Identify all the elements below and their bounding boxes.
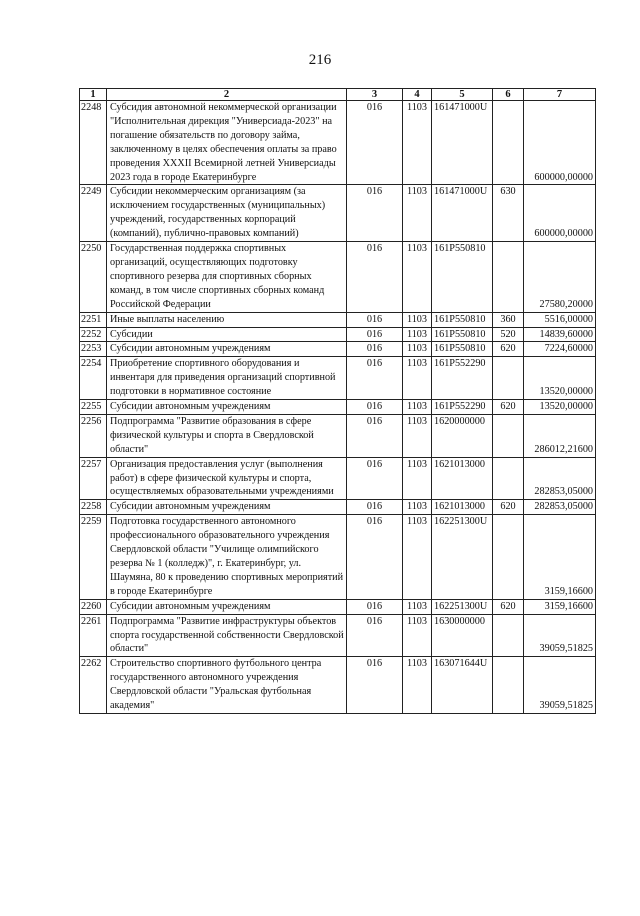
table-body [80,101,596,714]
table-row [80,185,596,242]
page-number: 216 [308,52,332,68]
header-row [80,89,596,101]
expense-type-code [493,357,524,400]
row-number: 2255 [80,400,107,415]
expense-name: Приобретение спортивного оборудования и инвентаря для приведения организаций спортивной подготовки в нормативное состояние [107,357,347,400]
section-code: 1103 [403,327,432,342]
expense-name: Субсидии автономным учреждениям [107,500,347,515]
amount-value: 14839,60000 [524,327,596,342]
target-article-code: 161P550810 [432,342,493,357]
section-code: 1103 [403,414,432,457]
budget-table [79,88,596,714]
section-code: 1103 [403,242,432,313]
expense-name: Субсидии некоммерческим организациям (за исключением государственных (муниципальных) учреждений, государственных корпораций (компаний), публично-правовых компаний) [107,185,347,242]
col-header-2: 2 [107,89,347,101]
expense-type-code [493,457,524,500]
section-code: 1103 [403,500,432,515]
expense-type-code: 360 [493,312,524,327]
table-row [80,312,596,327]
section-code: 1103 [403,185,432,242]
section-code: 1103 [403,614,432,657]
expense-name: Организация предоставления услуг (выполнения работ) в сфере физической культуры и спорта, осуществляемых образовательными учреждениями [107,457,347,500]
target-article-code: 161P552290 [432,357,493,400]
target-article-code: 161P550810 [432,242,493,313]
section-code: 1103 [403,599,432,614]
ministry-code: 016 [347,614,403,657]
amount-value: 600000,00000 [524,185,596,242]
section-code: 1103 [403,101,432,185]
expense-type-code: 620 [493,400,524,415]
amount-value: 39059,51825 [524,657,596,714]
table-row [80,500,596,515]
table-row [80,342,596,357]
table-row [80,599,596,614]
section-code: 1103 [403,312,432,327]
expense-name: Подпрограмма "Развитие инфраструктуры объектов спорта государственной собственности Свердловской области" [107,614,347,657]
expense-name: Подготовка государственного автономного профессионального образовательного учреждения Свердловской области "Училище олимпийского резерва № 1 (колледж)", г. Екатеринбург, ул. Шаумяна, 80 к проведению спортивных мероприятий в городе Екатеринбурге [107,515,347,599]
target-article-code: 1621013000 [432,457,493,500]
expense-name: Субсидии автономным учреждениям [107,400,347,415]
ministry-code: 016 [347,515,403,599]
ministry-code: 016 [347,101,403,185]
target-article-code: 161P550810 [432,312,493,327]
ministry-code: 016 [347,242,403,313]
target-article-code: 161P552290 [432,400,493,415]
expense-type-code [493,657,524,714]
table-row [80,414,596,457]
table-row [80,357,596,400]
expense-name: Государственная поддержка спортивных организаций, осуществляющих подготовку спортивного резерва для спортивных сборных команд, в том числе спортивных сборных команд Российской Федерации [107,242,347,313]
row-number: 2251 [80,312,107,327]
expense-type-code [493,614,524,657]
amount-value: 3159,16600 [524,599,596,614]
expense-name: Субсидия автономной некоммерческой организации "Исполнительная дирекция "Универсиада-2023" на погашение обязательств по договору займа, заключенному в целях обеспечения оплаты за право проведения XXXII Всемирной летней Универсиады 2023 года в городе Екатеринбурге [107,101,347,185]
amount-value: 3159,16600 [524,515,596,599]
amount-value: 5516,00000 [524,312,596,327]
amount-value: 13520,00000 [524,357,596,400]
amount-value: 13520,00000 [524,400,596,415]
ministry-code: 016 [347,357,403,400]
expense-name: Строительство спортивного футбольного центра государственного автономного учреждения Свердловской области "Уральская футбольная академия" [107,657,347,714]
expense-type-code: 630 [493,185,524,242]
section-code: 1103 [403,657,432,714]
expense-type-code: 620 [493,500,524,515]
ministry-code: 016 [347,342,403,357]
ministry-code: 016 [347,185,403,242]
section-code: 1103 [403,515,432,599]
target-article-code: 163071644U [432,657,493,714]
row-number: 2259 [80,515,107,599]
amount-value: 39059,51825 [524,614,596,657]
expense-type-code [493,101,524,185]
col-header-7: 7 [524,89,596,101]
col-header-1: 1 [80,89,107,101]
amount-value: 7224,60000 [524,342,596,357]
section-code: 1103 [403,357,432,400]
target-article-code: 1620000000 [432,414,493,457]
table-row [80,515,596,599]
row-number: 2261 [80,614,107,657]
row-number: 2249 [80,185,107,242]
row-number: 2257 [80,457,107,500]
expense-type-code [493,515,524,599]
table-row [80,457,596,500]
ministry-code: 016 [347,327,403,342]
target-article-code: 162251300U [432,515,493,599]
ministry-code: 016 [347,312,403,327]
section-code: 1103 [403,457,432,500]
amount-value: 282853,05000 [524,500,596,515]
row-number: 2256 [80,414,107,457]
target-article-code: 161P550810 [432,327,493,342]
ministry-code: 016 [347,400,403,415]
row-number: 2262 [80,657,107,714]
row-number: 2252 [80,327,107,342]
expense-type-code: 520 [493,327,524,342]
amount-value: 282853,05000 [524,457,596,500]
row-number: 2254 [80,357,107,400]
row-number: 2253 [80,342,107,357]
table-row [80,327,596,342]
target-article-code: 1621013000 [432,500,493,515]
amount-value: 600000,00000 [524,101,596,185]
expense-name: Субсидии [107,327,347,342]
target-article-code: 161471000U [432,101,493,185]
table-row [80,614,596,657]
amount-value: 286012,21600 [524,414,596,457]
col-header-4: 4 [403,89,432,101]
expense-name: Субсидии автономным учреждениям [107,599,347,614]
ministry-code: 016 [347,457,403,500]
expense-type-code [493,242,524,313]
expense-type-code: 620 [493,599,524,614]
table-row [80,242,596,313]
ministry-code: 016 [347,414,403,457]
col-header-3: 3 [347,89,403,101]
section-code: 1103 [403,342,432,357]
expense-type-code: 620 [493,342,524,357]
amount-value: 27580,20000 [524,242,596,313]
target-article-code: 1630000000 [432,614,493,657]
ministry-code: 016 [347,500,403,515]
section-code: 1103 [403,400,432,415]
expense-name: Иные выплаты населению [107,312,347,327]
row-number: 2258 [80,500,107,515]
ministry-code: 016 [347,599,403,614]
expense-name: Подпрограмма "Развитие образования в сфере физической культуры и спорта в Свердловской области" [107,414,347,457]
table-row [80,657,596,714]
target-article-code: 161471000U [432,185,493,242]
table-row [80,400,596,415]
expense-name: Субсидии автономным учреждениям [107,342,347,357]
row-number: 2248 [80,101,107,185]
expense-type-code [493,414,524,457]
ministry-code: 016 [347,657,403,714]
table-row [80,101,596,185]
row-number: 2250 [80,242,107,313]
col-header-6: 6 [493,89,524,101]
col-header-5: 5 [432,89,493,101]
row-number: 2260 [80,599,107,614]
target-article-code: 162251300U [432,599,493,614]
